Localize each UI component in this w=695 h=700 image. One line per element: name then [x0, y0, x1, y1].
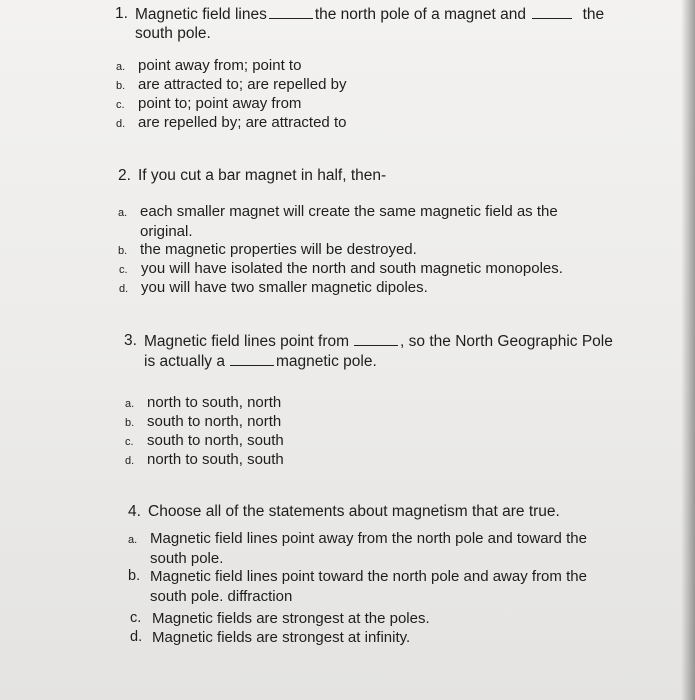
answer-blank — [269, 4, 313, 19]
question-number: 4. — [128, 503, 141, 520]
question-line-1: If you cut a bar magnet in half, then- — [138, 167, 387, 184]
question-line-1: Magnetic field lines the north pole of a magnet and the — [135, 6, 605, 23]
question-line-1: Choose all of the statements about magnetism that are true. — [148, 503, 560, 520]
question-2 — [118, 166, 618, 186]
question-number: 2. — [118, 167, 131, 184]
question-line-2: is actually a magnetic pole. — [144, 353, 377, 370]
answer-blank — [230, 351, 274, 366]
worksheet-page: 1. Magnetic field lines the north pole of a magnet and the south pole. a. point away from; point to b. are attracted to; are repelled by c. point to; point away from d. are repelled by; are attracted to 2. If you cut a bar magnet in half, then- a. each smaller magnet will create the same magnetic field as the original. b. the magnetic properties will be destroyed. c. you will have isolated the north and south magnetic monopoles. d. you will have two smaller magnetic dipoles. 3. Magnetic field lines point from , so the North Geographic Pole is actually a magnetic pole. a. north to south, north b. south to north, north c. south to north, south d. north to south, south 4. Choose all of the statements about magnetism that are true. a. Magnetic field lines point away from the north pole and toward the south pole. b. Magnetic field lines point toward the north pole and away from the south pole. diffraction c. Magnetic fields are strongest at the poles. d. Magnetic fields are strongest at infinity. — [0, 0, 695, 700]
question-line-2: south pole. — [135, 25, 211, 42]
page-edge-shadow — [681, 0, 695, 700]
question-line-1: Magnetic field lines point from , so the North Geographic Pole — [144, 333, 613, 350]
question-4 — [128, 502, 648, 522]
question-number: 3. — [124, 332, 137, 349]
question-3 — [124, 331, 664, 371]
question-number: 1. — [115, 5, 128, 22]
answer-blank — [532, 4, 572, 19]
question-1 — [115, 4, 675, 44]
answer-blank — [354, 331, 398, 346]
